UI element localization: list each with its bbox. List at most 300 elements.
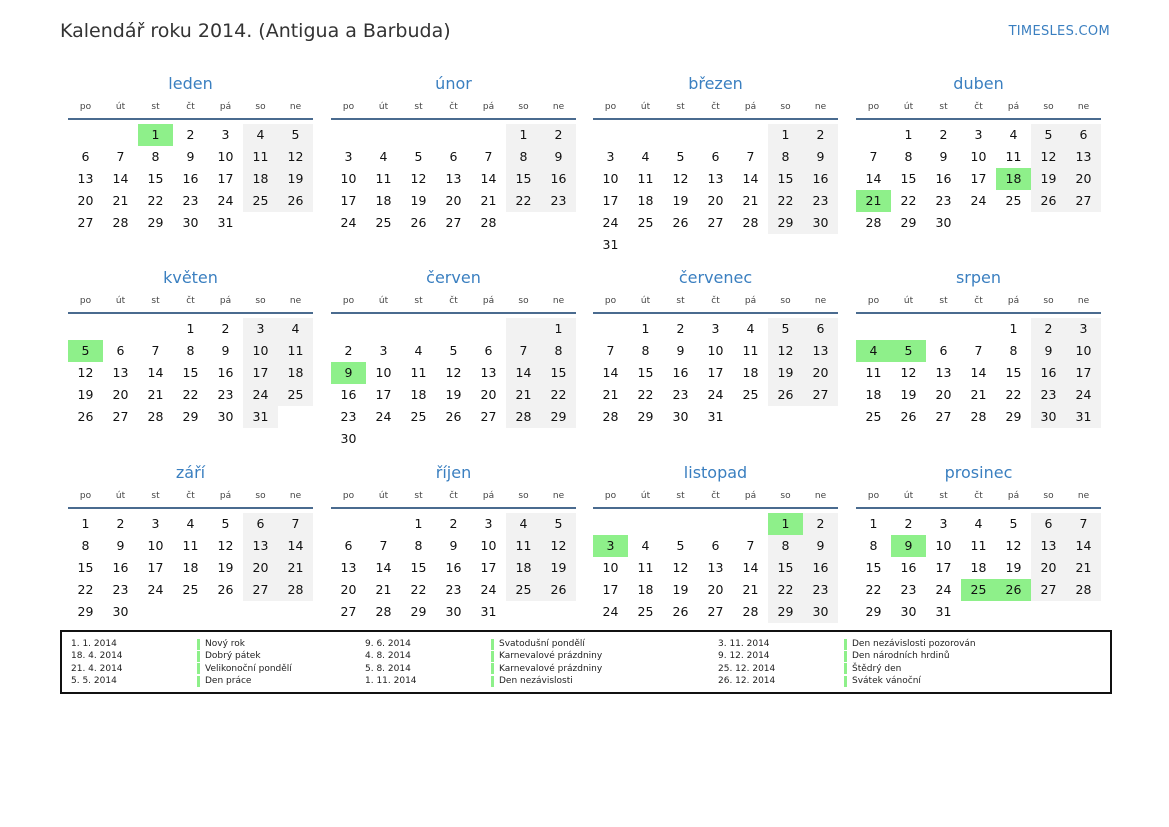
day-cell: 9 bbox=[221, 343, 230, 358]
day-cell: 24 bbox=[480, 582, 497, 597]
day-cell: 8 bbox=[506, 146, 541, 168]
day-cell: 26 bbox=[410, 215, 427, 230]
day-cell: 28 bbox=[278, 579, 313, 601]
day-cell: 22 bbox=[865, 582, 882, 597]
empty-cell bbox=[1066, 212, 1101, 234]
day-cell: 29 bbox=[768, 601, 803, 623]
day-cell: 31 bbox=[217, 215, 234, 230]
empty-cell bbox=[768, 406, 803, 428]
day-cell: 30 bbox=[340, 431, 357, 446]
month-name: červenec bbox=[678, 268, 753, 287]
day-cell: 21 bbox=[602, 387, 619, 402]
day-cell: 23 bbox=[935, 193, 952, 208]
day-cell: 5 bbox=[449, 343, 458, 358]
day-cell: 11 bbox=[278, 340, 313, 362]
day-cell: 16 bbox=[112, 560, 129, 575]
day-cell: 1 bbox=[904, 127, 913, 142]
weekday-label: st bbox=[151, 296, 160, 306]
empty-cell bbox=[961, 212, 996, 234]
day-cell: 5 bbox=[676, 149, 685, 164]
day-cell: 15 bbox=[1005, 365, 1022, 380]
legend-row bbox=[718, 663, 976, 675]
day-cell: 19 bbox=[217, 560, 234, 575]
day-cell: 15 bbox=[77, 560, 94, 575]
day-cell: 4 bbox=[974, 516, 983, 531]
day-cell: 6 bbox=[116, 343, 125, 358]
month-name: březen bbox=[688, 74, 743, 93]
legend-row bbox=[71, 638, 292, 650]
day-cell: 3 bbox=[221, 127, 230, 142]
day-cell: 20 bbox=[1066, 168, 1101, 190]
day-cell: 31 bbox=[243, 406, 278, 428]
day-cell: 30 bbox=[803, 601, 838, 623]
holiday-day: 26 bbox=[996, 579, 1031, 601]
page-title: Kalendář roku 2014. (Antigua a Barbuda) bbox=[60, 20, 451, 42]
weekday-header bbox=[331, 96, 576, 120]
day-cell: 31 bbox=[707, 409, 724, 424]
holiday-date: 1. 1. 2014 bbox=[71, 639, 117, 650]
day-cell: 10 bbox=[602, 171, 619, 186]
weekday-label: pá bbox=[1007, 491, 1020, 501]
empty-cell bbox=[436, 124, 471, 146]
day-cell: 28 bbox=[742, 604, 759, 619]
day-cell: 2 bbox=[1031, 318, 1066, 340]
weekday-label: st bbox=[151, 491, 160, 501]
day-cell: 24 bbox=[707, 387, 724, 402]
day-cell: 11 bbox=[970, 538, 987, 553]
empty-cell bbox=[593, 124, 628, 146]
day-cell: 31 bbox=[1066, 406, 1101, 428]
day-cell: 9 bbox=[676, 343, 685, 358]
day-cell: 9 bbox=[116, 538, 125, 553]
empty-cell bbox=[803, 406, 838, 428]
day-cell: 22 bbox=[900, 193, 917, 208]
legend-row bbox=[71, 663, 292, 675]
day-cell: 8 bbox=[768, 535, 803, 557]
empty-cell bbox=[366, 318, 401, 340]
day-cell: 10 bbox=[970, 149, 987, 164]
legend-column bbox=[71, 638, 292, 687]
day-cell: 8 bbox=[186, 343, 195, 358]
day-cell: 5 bbox=[676, 538, 685, 553]
holiday-marker bbox=[197, 676, 200, 687]
empty-cell bbox=[733, 406, 768, 428]
month-name: prosinec bbox=[944, 463, 1013, 482]
holiday-day: 3 bbox=[593, 535, 628, 557]
day-cell: 15 bbox=[637, 365, 654, 380]
holiday-marker bbox=[844, 639, 847, 650]
weekday-label: ne bbox=[552, 102, 565, 112]
holiday-marker bbox=[491, 663, 494, 674]
weekday-label: st bbox=[676, 102, 685, 112]
holiday-day: 9 bbox=[891, 535, 926, 557]
day-cell: 4 bbox=[414, 343, 423, 358]
day-grid bbox=[593, 318, 838, 428]
weekday-label: ne bbox=[552, 296, 565, 306]
weekday-label: út bbox=[115, 296, 126, 306]
holiday-marker bbox=[491, 639, 494, 650]
month-name: květen bbox=[163, 268, 218, 287]
weekday-label: so bbox=[255, 102, 266, 112]
weekday-label: pá bbox=[1007, 296, 1020, 306]
holiday-date: 26. 12. 2014 bbox=[718, 676, 776, 687]
day-cell: 8 bbox=[81, 538, 90, 553]
weekday-label: čt bbox=[449, 296, 458, 306]
day-cell: 2 bbox=[116, 516, 125, 531]
day-cell: 2 bbox=[541, 124, 576, 146]
day-cell: 11 bbox=[1005, 149, 1022, 164]
day-cell: 23 bbox=[217, 387, 234, 402]
day-cell: 24 bbox=[935, 582, 952, 597]
empty-cell bbox=[1031, 601, 1066, 623]
weekday-label: po bbox=[604, 102, 617, 112]
weekday-label: ne bbox=[814, 296, 827, 306]
weekday-label: út bbox=[378, 102, 389, 112]
day-cell: 29 bbox=[768, 212, 803, 234]
empty-cell bbox=[436, 318, 471, 340]
day-cell: 6 bbox=[803, 318, 838, 340]
weekday-header bbox=[68, 485, 313, 509]
day-cell: 2 bbox=[344, 343, 353, 358]
day-cell: 13 bbox=[243, 535, 278, 557]
weekday-label: ne bbox=[1077, 296, 1090, 306]
weekday-label: po bbox=[867, 102, 880, 112]
weekday-label: po bbox=[79, 296, 92, 306]
day-cell: 16 bbox=[935, 171, 952, 186]
weekday-header bbox=[856, 96, 1101, 120]
month-name: červen bbox=[426, 268, 481, 287]
day-cell: 10 bbox=[707, 343, 724, 358]
day-cell: 3 bbox=[1066, 318, 1101, 340]
holiday-date: 9. 12. 2014 bbox=[718, 651, 770, 662]
day-cell: 3 bbox=[939, 516, 948, 531]
day-cell: 10 bbox=[602, 560, 619, 575]
empty-cell bbox=[663, 234, 698, 256]
day-cell: 15 bbox=[900, 171, 917, 186]
empty-cell bbox=[243, 601, 278, 623]
day-cell: 1 bbox=[186, 321, 195, 336]
day-cell: 10 bbox=[340, 171, 357, 186]
day-cell: 25 bbox=[278, 384, 313, 406]
month-name: srpen bbox=[955, 268, 1002, 287]
day-cell: 11 bbox=[637, 171, 654, 186]
day-cell: 31 bbox=[480, 604, 497, 619]
empty-cell bbox=[278, 601, 313, 623]
weekday-label: út bbox=[640, 296, 651, 306]
empty-cell bbox=[401, 318, 436, 340]
day-cell: 27 bbox=[1031, 579, 1066, 601]
weekday-label: čt bbox=[186, 491, 195, 501]
day-cell: 6 bbox=[711, 149, 720, 164]
day-cell: 12 bbox=[278, 146, 313, 168]
weekday-label: po bbox=[79, 491, 92, 501]
day-cell: 11 bbox=[637, 560, 654, 575]
day-cell: 2 bbox=[221, 321, 230, 336]
day-cell: 14 bbox=[602, 365, 619, 380]
empty-cell bbox=[401, 428, 436, 450]
month-červenec bbox=[593, 266, 838, 428]
day-cell: 16 bbox=[803, 557, 838, 579]
day-cell: 2 bbox=[676, 321, 685, 336]
day-cell: 28 bbox=[375, 604, 392, 619]
site-link[interactable]: TIMESLES.COM bbox=[1008, 24, 1110, 39]
day-cell: 18 bbox=[742, 365, 759, 380]
holiday-name: Dobrý pátek bbox=[205, 651, 261, 662]
day-cell: 27 bbox=[803, 384, 838, 406]
empty-cell bbox=[733, 234, 768, 256]
day-cell: 14 bbox=[970, 365, 987, 380]
day-cell: 10 bbox=[147, 538, 164, 553]
empty-cell bbox=[996, 212, 1031, 234]
day-cell: 23 bbox=[340, 409, 357, 424]
day-cell: 23 bbox=[182, 193, 199, 208]
day-cell: 17 bbox=[707, 365, 724, 380]
day-cell: 7 bbox=[746, 538, 755, 553]
day-cell: 27 bbox=[112, 409, 129, 424]
day-cell: 6 bbox=[344, 538, 353, 553]
day-cell: 25 bbox=[375, 215, 392, 230]
month-říjen bbox=[331, 461, 576, 623]
day-cell: 4 bbox=[186, 516, 195, 531]
day-cell: 2 bbox=[186, 127, 195, 142]
day-cell: 16 bbox=[217, 365, 234, 380]
day-cell: 10 bbox=[1066, 340, 1101, 362]
weekday-label: so bbox=[1043, 491, 1054, 501]
weekday-header bbox=[593, 96, 838, 120]
weekday-label: út bbox=[115, 491, 126, 501]
day-cell: 23 bbox=[672, 387, 689, 402]
holiday-name: Karnevalové prázdniny bbox=[499, 663, 603, 674]
day-cell: 17 bbox=[602, 193, 619, 208]
day-cell: 28 bbox=[970, 409, 987, 424]
weekday-label: po bbox=[342, 491, 355, 501]
day-cell: 12 bbox=[672, 560, 689, 575]
day-cell: 27 bbox=[1066, 190, 1101, 212]
day-cell: 22 bbox=[768, 190, 803, 212]
day-cell: 27 bbox=[77, 215, 94, 230]
empty-cell bbox=[698, 234, 733, 256]
day-cell: 24 bbox=[970, 193, 987, 208]
empty-cell bbox=[331, 318, 366, 340]
holiday-date: 5. 8. 2014 bbox=[365, 663, 411, 674]
day-cell: 4 bbox=[506, 513, 541, 535]
day-cell: 8 bbox=[641, 343, 650, 358]
day-cell: 4 bbox=[746, 321, 755, 336]
holiday-date: 9. 6. 2014 bbox=[365, 639, 411, 650]
day-cell: 18 bbox=[970, 560, 987, 575]
weekday-label: čt bbox=[186, 102, 195, 112]
day-cell: 25 bbox=[637, 215, 654, 230]
day-cell: 12 bbox=[1005, 538, 1022, 553]
day-grid bbox=[856, 124, 1101, 234]
day-cell: 24 bbox=[217, 193, 234, 208]
day-cell: 21 bbox=[480, 193, 497, 208]
holiday-name: Velikonoční pondělí bbox=[205, 663, 292, 674]
holiday-day: 1 bbox=[768, 513, 803, 535]
day-cell: 9 bbox=[803, 535, 838, 557]
month-leden bbox=[68, 72, 313, 234]
day-cell: 18 bbox=[182, 560, 199, 575]
holiday-name: Svatodušní pondělí bbox=[499, 639, 585, 650]
day-cell: 15 bbox=[541, 362, 576, 384]
month-listopad bbox=[593, 461, 838, 623]
day-cell: 16 bbox=[900, 560, 917, 575]
day-cell: 16 bbox=[803, 168, 838, 190]
day-cell: 7 bbox=[869, 149, 878, 164]
day-cell: 11 bbox=[182, 538, 199, 553]
month-květen bbox=[68, 266, 313, 428]
holiday-date: 5. 5. 2014 bbox=[71, 676, 117, 687]
empty-cell bbox=[278, 212, 313, 234]
holiday-marker bbox=[197, 651, 200, 662]
holiday-date: 4. 8. 2014 bbox=[365, 651, 411, 662]
day-cell: 15 bbox=[410, 560, 427, 575]
legend-row bbox=[365, 650, 602, 662]
empty-cell bbox=[733, 124, 768, 146]
day-cell: 24 bbox=[243, 384, 278, 406]
weekday-label: so bbox=[780, 296, 791, 306]
day-cell: 25 bbox=[182, 582, 199, 597]
day-cell: 19 bbox=[672, 582, 689, 597]
day-cell: 28 bbox=[602, 409, 619, 424]
day-cell: 3 bbox=[974, 127, 983, 142]
day-cell: 7 bbox=[506, 340, 541, 362]
day-cell: 5 bbox=[1009, 516, 1018, 531]
day-cell: 27 bbox=[707, 215, 724, 230]
day-cell: 28 bbox=[1066, 579, 1101, 601]
weekday-label: ne bbox=[1077, 491, 1090, 501]
day-cell: 12 bbox=[217, 538, 234, 553]
day-cell: 29 bbox=[865, 604, 882, 619]
empty-cell bbox=[698, 124, 733, 146]
day-cell: 2 bbox=[939, 127, 948, 142]
holiday-marker bbox=[491, 676, 494, 687]
day-cell: 17 bbox=[602, 582, 619, 597]
empty-cell bbox=[1066, 601, 1101, 623]
day-cell: 22 bbox=[77, 582, 94, 597]
empty-cell bbox=[593, 513, 628, 535]
day-cell: 30 bbox=[900, 604, 917, 619]
day-cell: 14 bbox=[1066, 535, 1101, 557]
day-cell: 27 bbox=[480, 409, 497, 424]
day-cell: 4 bbox=[379, 149, 388, 164]
day-cell: 9 bbox=[939, 149, 948, 164]
legend-row bbox=[71, 650, 292, 662]
weekday-label: st bbox=[939, 102, 948, 112]
day-cell: 23 bbox=[803, 190, 838, 212]
weekday-label: so bbox=[780, 491, 791, 501]
weekday-label: po bbox=[604, 296, 617, 306]
day-cell: 29 bbox=[1005, 409, 1022, 424]
weekday-label: so bbox=[518, 296, 529, 306]
weekday-label: čt bbox=[186, 296, 195, 306]
weekday-header bbox=[593, 290, 838, 314]
day-cell: 30 bbox=[217, 409, 234, 424]
day-cell: 25 bbox=[1005, 193, 1022, 208]
month-duben bbox=[856, 72, 1101, 234]
day-cell: 3 bbox=[344, 149, 353, 164]
weekday-label: pá bbox=[219, 491, 232, 501]
empty-cell bbox=[366, 428, 401, 450]
day-cell: 26 bbox=[278, 190, 313, 212]
day-cell: 20 bbox=[1031, 557, 1066, 579]
day-cell: 7 bbox=[974, 343, 983, 358]
holiday-marker bbox=[197, 639, 200, 650]
day-cell: 13 bbox=[1066, 146, 1101, 168]
weekday-label: út bbox=[640, 491, 651, 501]
empty-cell bbox=[541, 212, 576, 234]
weekday-label: pá bbox=[744, 102, 757, 112]
weekday-label: st bbox=[939, 296, 948, 306]
day-cell: 30 bbox=[935, 215, 952, 230]
day-cell: 16 bbox=[672, 365, 689, 380]
day-cell: 23 bbox=[803, 579, 838, 601]
day-cell: 3 bbox=[606, 149, 615, 164]
day-cell: 29 bbox=[77, 604, 94, 619]
empty-cell bbox=[733, 513, 768, 535]
day-cell: 14 bbox=[375, 560, 392, 575]
empty-cell bbox=[103, 124, 138, 146]
day-cell: 29 bbox=[541, 406, 576, 428]
day-cell: 5 bbox=[414, 149, 423, 164]
day-cell: 15 bbox=[768, 168, 803, 190]
legend-column bbox=[365, 638, 602, 687]
day-cell: 9 bbox=[541, 146, 576, 168]
day-cell: 20 bbox=[445, 193, 462, 208]
day-cell: 8 bbox=[1009, 343, 1018, 358]
day-cell: 3 bbox=[484, 516, 493, 531]
day-cell: 18 bbox=[278, 362, 313, 384]
holiday-name: Den práce bbox=[205, 676, 252, 687]
weekday-label: út bbox=[640, 102, 651, 112]
day-cell: 12 bbox=[445, 365, 462, 380]
weekday-label: út bbox=[903, 296, 914, 306]
day-cell: 25 bbox=[742, 387, 759, 402]
weekday-label: pá bbox=[482, 296, 495, 306]
weekday-label: so bbox=[1043, 102, 1054, 112]
legend-row bbox=[365, 663, 602, 675]
empty-cell bbox=[68, 318, 103, 340]
day-cell: 16 bbox=[541, 168, 576, 190]
month-únor bbox=[331, 72, 576, 234]
day-cell: 7 bbox=[1066, 513, 1101, 535]
day-cell: 13 bbox=[340, 560, 357, 575]
empty-cell bbox=[471, 428, 506, 450]
empty-cell bbox=[628, 234, 663, 256]
day-cell: 4 bbox=[1009, 127, 1018, 142]
day-cell: 4 bbox=[641, 538, 650, 553]
empty-cell bbox=[243, 212, 278, 234]
day-grid bbox=[331, 124, 576, 234]
empty-cell bbox=[506, 318, 541, 340]
holiday-marker bbox=[844, 676, 847, 687]
day-cell: 11 bbox=[375, 171, 392, 186]
day-cell: 8 bbox=[768, 146, 803, 168]
empty-cell bbox=[138, 318, 173, 340]
day-cell: 14 bbox=[742, 171, 759, 186]
weekday-label: st bbox=[414, 102, 423, 112]
day-cell: 18 bbox=[506, 557, 541, 579]
day-cell: 14 bbox=[742, 560, 759, 575]
day-cell: 31 bbox=[602, 237, 619, 252]
day-cell: 24 bbox=[602, 215, 619, 230]
day-cell: 5 bbox=[541, 513, 576, 535]
legend-row bbox=[718, 675, 976, 687]
day-cell: 13 bbox=[77, 171, 94, 186]
holiday-day: 9 bbox=[331, 362, 366, 384]
weekday-label: ne bbox=[289, 491, 302, 501]
weekday-label: ne bbox=[1077, 102, 1090, 112]
